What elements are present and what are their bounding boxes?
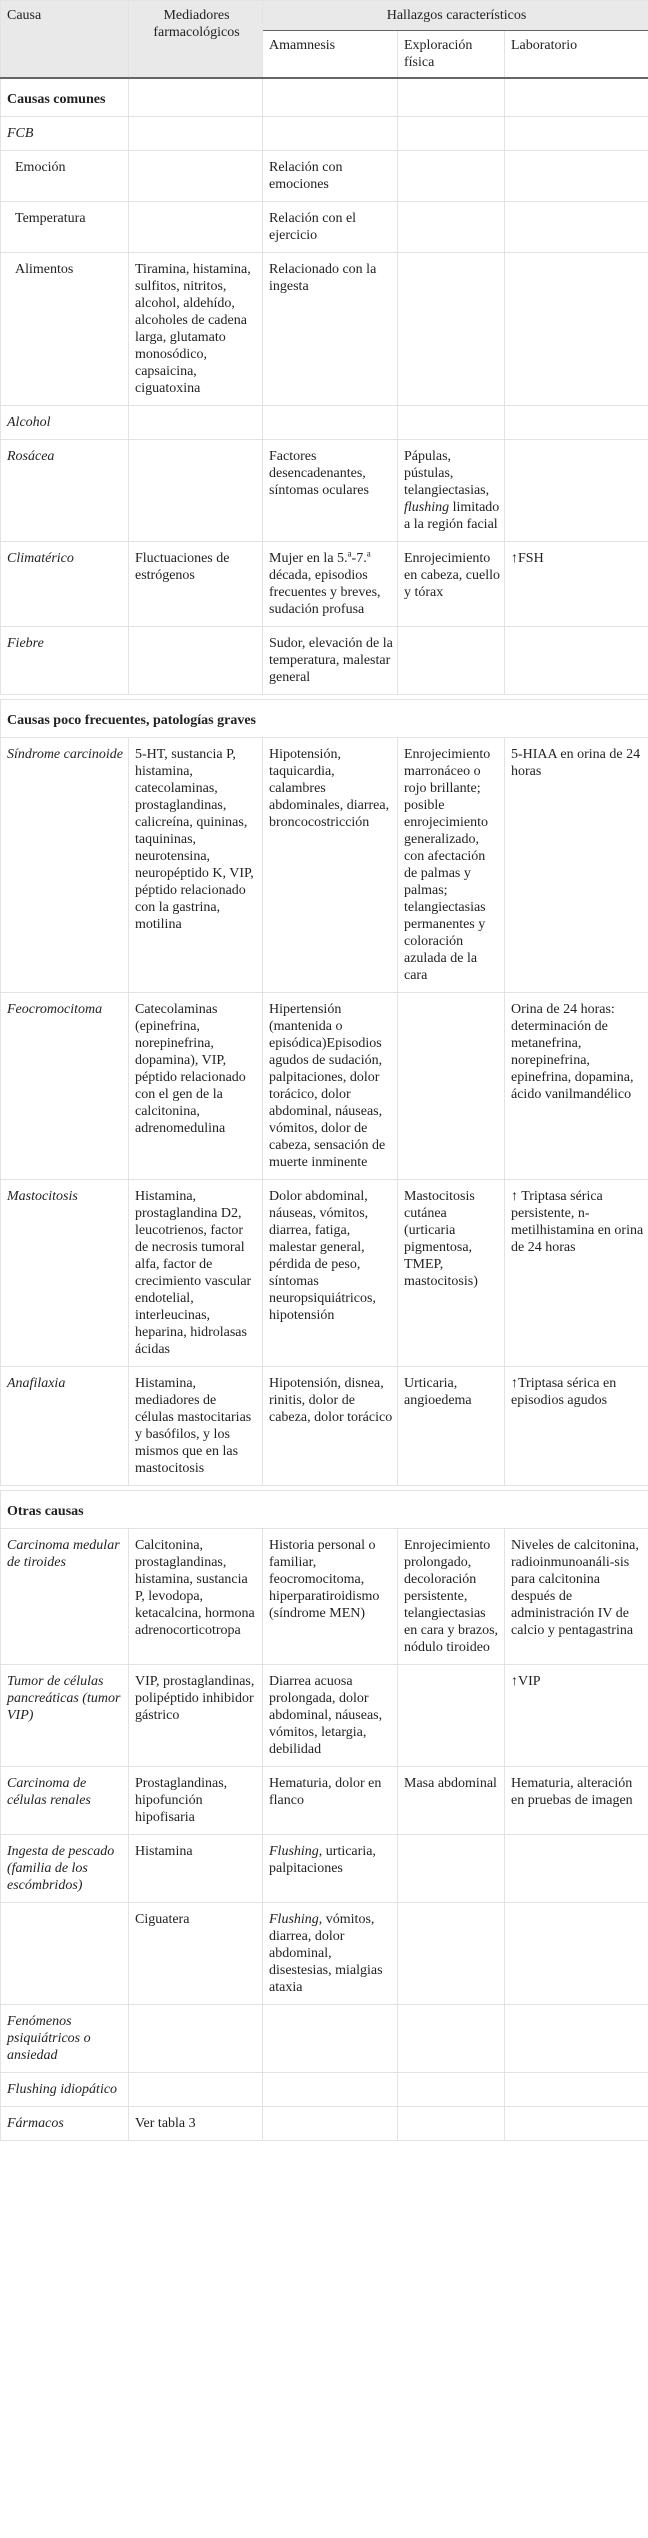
table-row <box>1 993 648 1180</box>
header-causa: Causa <box>1 1 129 79</box>
section-row <box>1 700 648 738</box>
cause-cell: Ingesta de pescado (familia de los escómbridos) <box>1 1835 129 1903</box>
laboratorio-cell: Hematuria, alteración en pruebas de imagen <box>505 1767 648 1835</box>
table-row <box>1 1529 648 1665</box>
table-row <box>1 1180 648 1367</box>
exploracion-cell: Masa abdominal <box>398 1767 505 1835</box>
laboratorio-cell: ↑Triptasa sérica en episodios agudos <box>505 1367 648 1486</box>
table-row <box>1 1903 648 2005</box>
section-comunes: Causas comunes <box>1 78 129 117</box>
cause-cell: Tumor de células pancreáticas (tumor VIP) <box>1 1665 129 1767</box>
cause-cell: Mastocitosis <box>1 1180 129 1367</box>
cause-cell: Temperatura <box>1 202 129 253</box>
amamnesis-cell: Relacionado con la ingesta <box>263 253 398 406</box>
table-row <box>1 202 648 253</box>
table-row <box>1 542 648 627</box>
amamnesis-cell: Relación con emociones <box>263 151 398 202</box>
table-row <box>1 253 648 406</box>
amamnesis-cell: Dolor abdominal, náuseas, vómitos, diarrea, fatiga, malestar general, pérdida de peso, síntomas neuropsiquiátricos, hipotensión <box>263 1180 398 1367</box>
mediadores-cell: Tiramina, histamina, sulfitos, nitritos, alcohol, aldehído, alcoholes de cadena larga, glutamato monosódico, capsaicina, ciguatoxina <box>129 253 263 406</box>
mediadores-cell: Calcitonina, prostaglandinas, histamina, sustancia P, levodopa, ketacalcina, hormona adrenocorticotropa <box>129 1529 263 1665</box>
cause-cell: Climatérico <box>1 542 129 627</box>
cause-cell: Emoción <box>1 151 129 202</box>
table-row <box>1 1367 648 1486</box>
cause-cell: Alcohol <box>1 406 129 440</box>
amamnesis-cell: Diarrea acuosa prolongada, dolor abdominal, náuseas, vómitos, letargia, debilidad <box>263 1665 398 1767</box>
mediadores-cell: Histamina, prostaglandina D2, leucotrienos, factor de necrosis tumoral alfa, factor de crecimiento vascular endotelial, interleucinas, heparina, hidrolasas ácidas <box>129 1180 263 1367</box>
section-row <box>1 1491 648 1529</box>
header-amamnesis: Amamnesis <box>263 31 398 79</box>
amamnesis-cell: Flushing, vómitos, diarrea, dolor abdominal, disestesias, mialgias ataxia <box>263 1903 398 2005</box>
table-row <box>1 1835 648 1903</box>
laboratorio-cell: Niveles de calcitonina, radioinmunoanáli-sis para calcitonina después de administración IV de calcio y pentagastrina <box>505 1529 648 1665</box>
amamnesis-cell: Mujer en la 5.$^a$-7.$^a$ década, episodios frecuentes y breves, sudación profusa <box>263 542 398 627</box>
cause-cell: Fiebre <box>1 627 129 695</box>
cause-cell: Rosácea <box>1 440 129 542</box>
cause-cell: Carcinoma de células renales <box>1 1767 129 1835</box>
mediadores-cell: Fluctuaciones de estrógenos <box>129 542 263 627</box>
mediadores-cell: Catecolaminas (epinefrina, norepinefrina, dopamina), VIP, péptido relacionado con el gen de la calcitonina, adrenomedulina <box>129 993 263 1180</box>
header-hallazgos: Hallazgos característicos <box>263 1 648 31</box>
header-exploracion: Exploración física <box>398 31 505 79</box>
mediadores-cell: 5-HT, sustancia P, histamina, catecolaminas, prostaglandinas, calicreína, quininas, taquininas, neurotensina, neuropéptido K, VIP, péptido relacionado con la gastrina, motilina <box>129 738 263 993</box>
header-mediadores: Mediadores farmacológicos <box>129 1 263 79</box>
table-row <box>1 2073 648 2107</box>
mediadores-cell: Prostaglandinas, hipofunción hipofisaria <box>129 1767 263 1835</box>
cause-cell: FCB <box>1 117 129 151</box>
cause-cell: Fármacos <box>1 2107 129 2141</box>
section-otras: Otras causas <box>1 1491 648 1529</box>
laboratorio-cell: Orina de 24 horas: determinación de metanefrina, norepinefrina, epinefrina, dopamina, ácido vanilmandélico <box>505 993 648 1180</box>
table-row <box>1 1665 648 1767</box>
cause-cell: Anafilaxia <box>1 1367 129 1486</box>
laboratorio-cell: ↑VIP <box>505 1665 648 1767</box>
laboratorio-cell: ↑FSH <box>505 542 648 627</box>
amamnesis-cell: Historia personal o familiar, feocromocitoma, hiperparatiroidismo (síndrome MEN) <box>263 1529 398 1665</box>
exploracion-cell: Enrojecimiento en cabeza, cuello y tórax <box>398 542 505 627</box>
mediadores-cell: Ver tabla 3 <box>129 2107 263 2141</box>
cause-cell: Feocromocitoma <box>1 993 129 1180</box>
amamnesis-cell: Sudor, elevación de la temperatura, malestar general <box>263 627 398 695</box>
amamnesis-cell: Relación con el ejercicio <box>263 202 398 253</box>
amamnesis-cell: Factores desencadenantes, síntomas oculares <box>263 440 398 542</box>
cause-cell: Carcinoma medular de tiroides <box>1 1529 129 1665</box>
cause-cell: Síndrome carcinoide <box>1 738 129 993</box>
table-row <box>1 1767 648 1835</box>
exploracion-cell: Urticaria, angioedema <box>398 1367 505 1486</box>
table-row <box>1 440 648 542</box>
section-poco: Causas poco frecuentes, patologías graves <box>1 700 648 738</box>
cause-cell: Flushing idiopático <box>1 2073 129 2107</box>
laboratorio-cell: 5-HIAA en orina de 24 horas <box>505 738 648 993</box>
table-header-row <box>1 1 648 31</box>
exploracion-cell: Enrojecimiento prolongado, decoloración persistente, telangiectasias en cara y brazos, nódulo tiroideo <box>398 1529 505 1665</box>
amamnesis-cell: Flushing, urticaria, palpitaciones <box>263 1835 398 1903</box>
table-row <box>1 2107 648 2141</box>
exploracion-cell: Enrojecimiento marronáceo o rojo brillante; posible enrojecimiento generalizado, con afectación de palmas y palmas; telangiectasias permanentes y coloración azulada de la cara <box>398 738 505 993</box>
mediadores-cell: Histamina <box>129 1835 263 1903</box>
amamnesis-cell: Hipertensión (mantenida o episódica)Episodios agudos de sudación, palpitaciones, dolor torácico, dolor abdominal, náuseas, vómitos, dolor de cabeza, sensación de muerte inminente <box>263 993 398 1180</box>
laboratorio-cell: ↑ Triptasa sérica persistente, n-metilhistamina en orina de 24 horas <box>505 1180 648 1367</box>
amamnesis-cell: Hematuria, dolor en flanco <box>263 1767 398 1835</box>
table-row <box>1 151 648 202</box>
exploracion-cell: Pápulas, pústulas, telangiectasias, flushing limitado a la región facial <box>398 440 505 542</box>
table-row <box>1 738 648 993</box>
mediadores-cell: VIP, prostaglandinas, polipéptido inhibidor gástrico <box>129 1665 263 1767</box>
header-laboratorio: Laboratorio <box>505 31 648 79</box>
amamnesis-cell: Hipotensión, taquicardia, calambres abdominales, diarrea, broncocostricción <box>263 738 398 993</box>
amamnesis-cell: Hipotensión, disnea, rinitis, dolor de cabeza, dolor torácico <box>263 1367 398 1486</box>
mediadores-cell: Histamina, mediadores de células mastocitarias y basófilos, y los mismos que en las mastocitosis <box>129 1367 263 1486</box>
exploracion-cell: Mastocitosis cutánea (urticaria pigmentosa, TMEP, mastocitosis) <box>398 1180 505 1367</box>
table-row <box>1 117 648 151</box>
cause-cell: Alimentos <box>1 253 129 406</box>
table-row <box>1 627 648 695</box>
section-row <box>1 78 648 117</box>
cause-cell: Fenómenos psiquiátricos o ansiedad <box>1 2005 129 2073</box>
mediadores-cell: Ciguatera <box>129 1903 263 2005</box>
table-row <box>1 406 648 440</box>
table-row <box>1 2005 648 2073</box>
